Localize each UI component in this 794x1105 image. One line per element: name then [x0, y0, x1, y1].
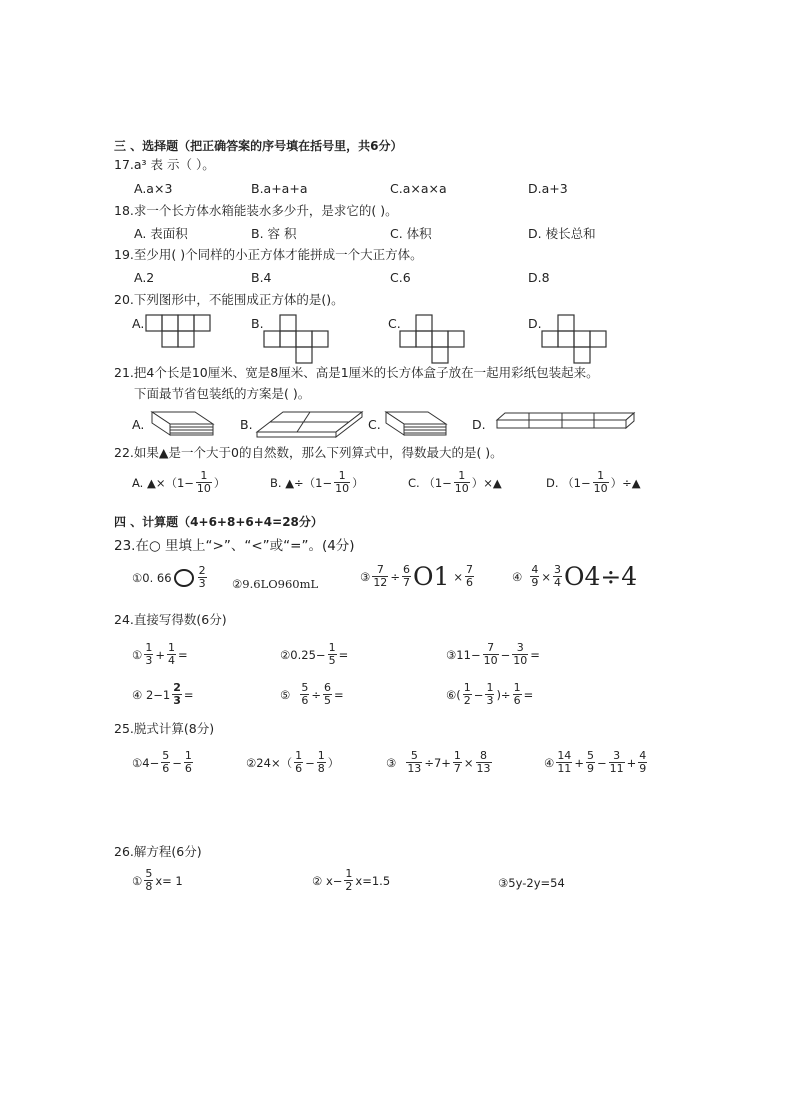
fraction: [483, 642, 499, 667]
pack-d: [497, 413, 634, 428]
operator: −: [172, 755, 182, 770]
denominator: 6: [301, 694, 309, 707]
operator: −: [596, 755, 607, 770]
q23-3-prefix: ③: [360, 569, 371, 584]
numerator: 1: [317, 749, 325, 762]
numerator: 1: [184, 749, 192, 762]
denominator: 11: [557, 762, 572, 775]
q17-option-b: B.a+a+a: [251, 181, 308, 196]
numerator: 7: [487, 641, 495, 654]
denominator: 10: [335, 482, 350, 495]
numerator: 1: [458, 469, 466, 482]
q19-stem: 19.至少用( )个同样的小正方体才能拼成一个大正方体。: [114, 247, 423, 262]
numerator: 4: [531, 563, 539, 576]
numerator: 7: [376, 563, 384, 576]
numerator: 2: [173, 681, 181, 694]
fraction: [323, 682, 332, 707]
q20-label-b: B.: [251, 316, 264, 331]
denominator: 2: [345, 880, 353, 893]
numerator: 2: [198, 564, 206, 577]
q26-item-2: [312, 868, 390, 893]
q21-label-a: A.: [132, 417, 145, 432]
denominator: 13: [476, 762, 491, 775]
numerator: 1: [145, 641, 153, 654]
fraction: [294, 750, 303, 775]
q18-option-a: A. 表面积: [134, 226, 188, 241]
denominator: 3: [486, 694, 494, 707]
denominator: 6: [295, 762, 303, 775]
q21-label-d: D.: [472, 417, 486, 432]
item-suffix: x=1.5: [355, 873, 391, 888]
equals-sign: =: [177, 647, 188, 662]
q20-label-d: D.: [528, 316, 542, 331]
item-prefix: ④ 2−1: [132, 687, 171, 702]
pack-b: [257, 412, 362, 437]
denominator: 6: [513, 694, 521, 707]
fraction: [530, 564, 539, 589]
equals-sign: =: [333, 687, 344, 702]
q17-option-c: C.a×a×a: [390, 181, 447, 196]
operator: −: [305, 755, 315, 770]
item-mid: )÷: [496, 687, 511, 702]
denominator: 7: [453, 762, 461, 775]
q21-label-b: B.: [240, 417, 253, 432]
pack-c: [386, 412, 446, 435]
denominator: 9: [531, 576, 539, 589]
q22-a-prefix: A. ▲×（1−: [132, 475, 194, 490]
q20-label-c: C.: [388, 316, 401, 331]
q20-stem: 20.下列图形中，不能围成正方体的是()。: [114, 292, 344, 307]
compare-expression: O1: [412, 562, 450, 591]
fraction: [372, 564, 388, 589]
q22-option-d: [546, 470, 641, 495]
denominator: 5: [323, 694, 331, 707]
operator: +: [626, 755, 637, 770]
q25-item-1: [132, 750, 195, 775]
item-prefix: ③11−: [446, 647, 481, 662]
q22-option-c: [408, 470, 502, 495]
fraction: [328, 642, 337, 667]
denominator: 2: [463, 694, 471, 707]
q25-stem: 25.脱式计算(8分): [114, 721, 215, 736]
numerator: 3: [516, 641, 524, 654]
denominator: 6: [162, 762, 170, 775]
fraction: [406, 750, 422, 775]
numerator: 6: [323, 681, 331, 694]
fraction: [463, 682, 472, 707]
operator: +: [574, 755, 584, 770]
operator: ×: [541, 569, 551, 584]
denominator: 7: [402, 576, 410, 589]
q24-item-4: [132, 682, 194, 707]
numerator: 14: [557, 749, 572, 762]
q22-c-prefix: C. （1−: [408, 475, 452, 490]
q22-d-prefix: D. （1−: [546, 475, 591, 490]
equals-sign: =: [530, 647, 540, 662]
item-prefix: ④: [544, 755, 555, 770]
numerator: 5: [145, 867, 153, 880]
q24-item-1: [132, 642, 188, 667]
denominator: 6: [184, 762, 192, 775]
denominator: 10: [513, 654, 528, 667]
q19-option-b: B.4: [251, 270, 272, 285]
operator: ×: [463, 755, 474, 770]
q23-stem: 23.在○ 里填上“>”、“<”或“=”。(4分): [114, 538, 355, 554]
denominator: 8: [145, 880, 153, 893]
q22-option-a: [132, 470, 225, 495]
denominator: 6: [466, 576, 473, 589]
operator: ×: [453, 569, 463, 584]
q25-item-4: [544, 750, 649, 775]
numerator: 1: [338, 469, 346, 482]
numerator: 6: [402, 563, 410, 576]
denominator: 10: [454, 482, 469, 495]
q22-b-suffix: ）: [352, 475, 364, 490]
fraction: [144, 642, 153, 667]
q17-option-a: A.a×3: [134, 181, 173, 196]
numerator: 1: [295, 749, 303, 762]
numerator: 1: [486, 681, 494, 694]
compare-expression: O4÷4: [563, 562, 638, 591]
q18-stem: 18.求一个长方体水箱能装水多少升，是求它的( )。: [114, 203, 398, 218]
denominator: 13: [407, 762, 422, 775]
pack-a: [152, 412, 213, 435]
numerator: 1: [463, 681, 471, 694]
numerator: 1: [167, 641, 175, 654]
operator: −: [473, 687, 484, 702]
item-suffix: ）: [327, 755, 340, 770]
q26-stem: 26.解方程(6分): [114, 844, 202, 859]
denominator: 3: [198, 577, 206, 590]
q18-option-c: C. 体积: [390, 226, 432, 241]
numerator: 5: [301, 681, 309, 694]
item-prefix: ⑥(: [446, 687, 461, 702]
q22-c-suffix: ）×▲: [471, 475, 502, 490]
fraction: [609, 750, 625, 775]
q18-option-b: B. 容 积: [251, 226, 297, 241]
numerator: 1: [597, 469, 605, 482]
numerator: 3: [613, 749, 621, 762]
fraction: [317, 750, 326, 775]
numerator: 7: [466, 563, 473, 576]
operator: ÷: [390, 569, 400, 584]
q22-b-prefix: B. ▲÷（1−: [270, 475, 333, 490]
item-prefix: ①: [132, 647, 143, 662]
q19-option-c: C.6: [390, 270, 411, 285]
equals-sign: =: [523, 687, 534, 702]
q19-option-a: A.2: [134, 270, 155, 285]
fraction: [512, 642, 528, 667]
numerator: 1: [200, 469, 208, 482]
q23-item-4: [512, 562, 637, 591]
equals-sign: =: [338, 647, 349, 662]
fraction: [513, 682, 522, 707]
compare-circle[interactable]: [174, 569, 194, 587]
fraction: [184, 750, 193, 775]
fraction: [172, 682, 182, 707]
q25-item-3: [386, 750, 494, 775]
q25-item-2: [246, 750, 339, 775]
denominator: 10: [483, 654, 498, 667]
q20-label-a: A.: [132, 316, 145, 331]
section-4-title: 四 、计算题（4+6+8+6+4=28分）: [114, 515, 323, 529]
fraction: [167, 642, 176, 667]
q26-item-1: [132, 868, 183, 893]
fraction: [161, 750, 170, 775]
denominator: 5: [328, 654, 336, 667]
fraction: [196, 470, 212, 495]
q22-stem: 22.如果▲是一个大于0的自然数，那么下列算式中，得数最大的是( )。: [114, 445, 503, 460]
item-prefix: ⑤: [280, 687, 291, 702]
numerator: 5: [162, 749, 170, 762]
fraction: [453, 750, 462, 775]
numerator: 5: [410, 749, 418, 762]
fraction: [638, 750, 647, 775]
denominator: 4: [553, 576, 561, 589]
numerator: 1: [328, 641, 336, 654]
fraction: [198, 565, 207, 590]
fraction: [344, 868, 353, 893]
fraction: [593, 470, 609, 495]
q24-item-6: [446, 682, 533, 707]
fraction: [334, 470, 350, 495]
numerator: 8: [480, 749, 488, 762]
q23-4-prefix: ④: [512, 569, 523, 584]
q22-d-suffix: ）÷▲: [610, 475, 641, 490]
q19-option-d: D.8: [528, 270, 550, 285]
numerator: 5: [586, 749, 594, 762]
operator: +: [155, 647, 165, 662]
q22-a-suffix: ）: [213, 475, 226, 490]
q21-stem-line2: 下面最节省包装纸的方案是( )。: [134, 386, 311, 401]
numerator: 1: [453, 749, 461, 762]
denominator: 10: [196, 482, 211, 495]
q24-item-3: [446, 642, 540, 667]
item-prefix: ② x−: [312, 873, 343, 888]
q18-option-d: D. 棱长总和: [528, 226, 596, 241]
fraction: [300, 682, 309, 707]
operator: ÷: [311, 687, 321, 702]
fraction: [144, 868, 153, 893]
numerator: 4: [639, 749, 647, 762]
item-prefix: ②0.25−: [280, 647, 326, 662]
section-3-title: 三 、选择题（把正确答案的序号填在括号里，共6分）: [114, 139, 403, 153]
fraction: [402, 564, 411, 589]
item-mid: ÷7+: [424, 755, 451, 770]
q24-item-2: [280, 642, 348, 667]
q17-option-d: D.a+3: [528, 181, 568, 196]
q23-item-1: [132, 565, 209, 590]
operator: −: [500, 647, 511, 662]
q21-stem-line1: 21.把4个长是10厘米、宽是8厘米、高是1厘米的长方体盒子放在一起用彩纸包装起来。: [114, 365, 599, 380]
q24-stem: 24.直接写得数(6分): [114, 612, 227, 627]
denominator: 3: [173, 694, 181, 707]
fraction: [465, 564, 474, 589]
denominator: 9: [639, 762, 647, 775]
fraction: [556, 750, 572, 775]
q22-option-b: [270, 470, 364, 495]
fraction: [476, 750, 492, 775]
q23-1-prefix: ①0. 66: [132, 570, 172, 585]
item-prefix: ②24×（: [246, 755, 293, 770]
fraction: [586, 750, 595, 775]
fraction: [553, 564, 562, 589]
equals-sign: =: [183, 687, 194, 702]
numerator: 1: [345, 867, 353, 880]
q23-item-3: [360, 562, 476, 591]
item-prefix: ③: [386, 755, 397, 770]
q21-label-c: C.: [368, 417, 381, 432]
denominator: 9: [586, 762, 594, 775]
q24-item-5: [280, 682, 344, 707]
fraction: [454, 470, 470, 495]
denominator: 4: [167, 654, 175, 667]
denominator: 11: [609, 762, 624, 775]
numerator: 1: [513, 681, 521, 694]
denominator: 8: [317, 762, 325, 775]
item-suffix: x= 1: [155, 873, 183, 888]
denominator: 10: [593, 482, 608, 495]
numerator: 3: [553, 563, 561, 576]
item-prefix: ①: [132, 873, 143, 888]
denominator: 12: [373, 576, 388, 589]
item-prefix: ①4−: [132, 755, 160, 770]
q17-stem: 17.a³ 表 示（ ）。: [114, 157, 215, 172]
fraction: [485, 682, 494, 707]
denominator: 3: [145, 654, 153, 667]
q23-item-2: ②9.6LO960mL: [232, 577, 319, 591]
q26-item-3: ③5y-2y=54: [498, 876, 565, 890]
